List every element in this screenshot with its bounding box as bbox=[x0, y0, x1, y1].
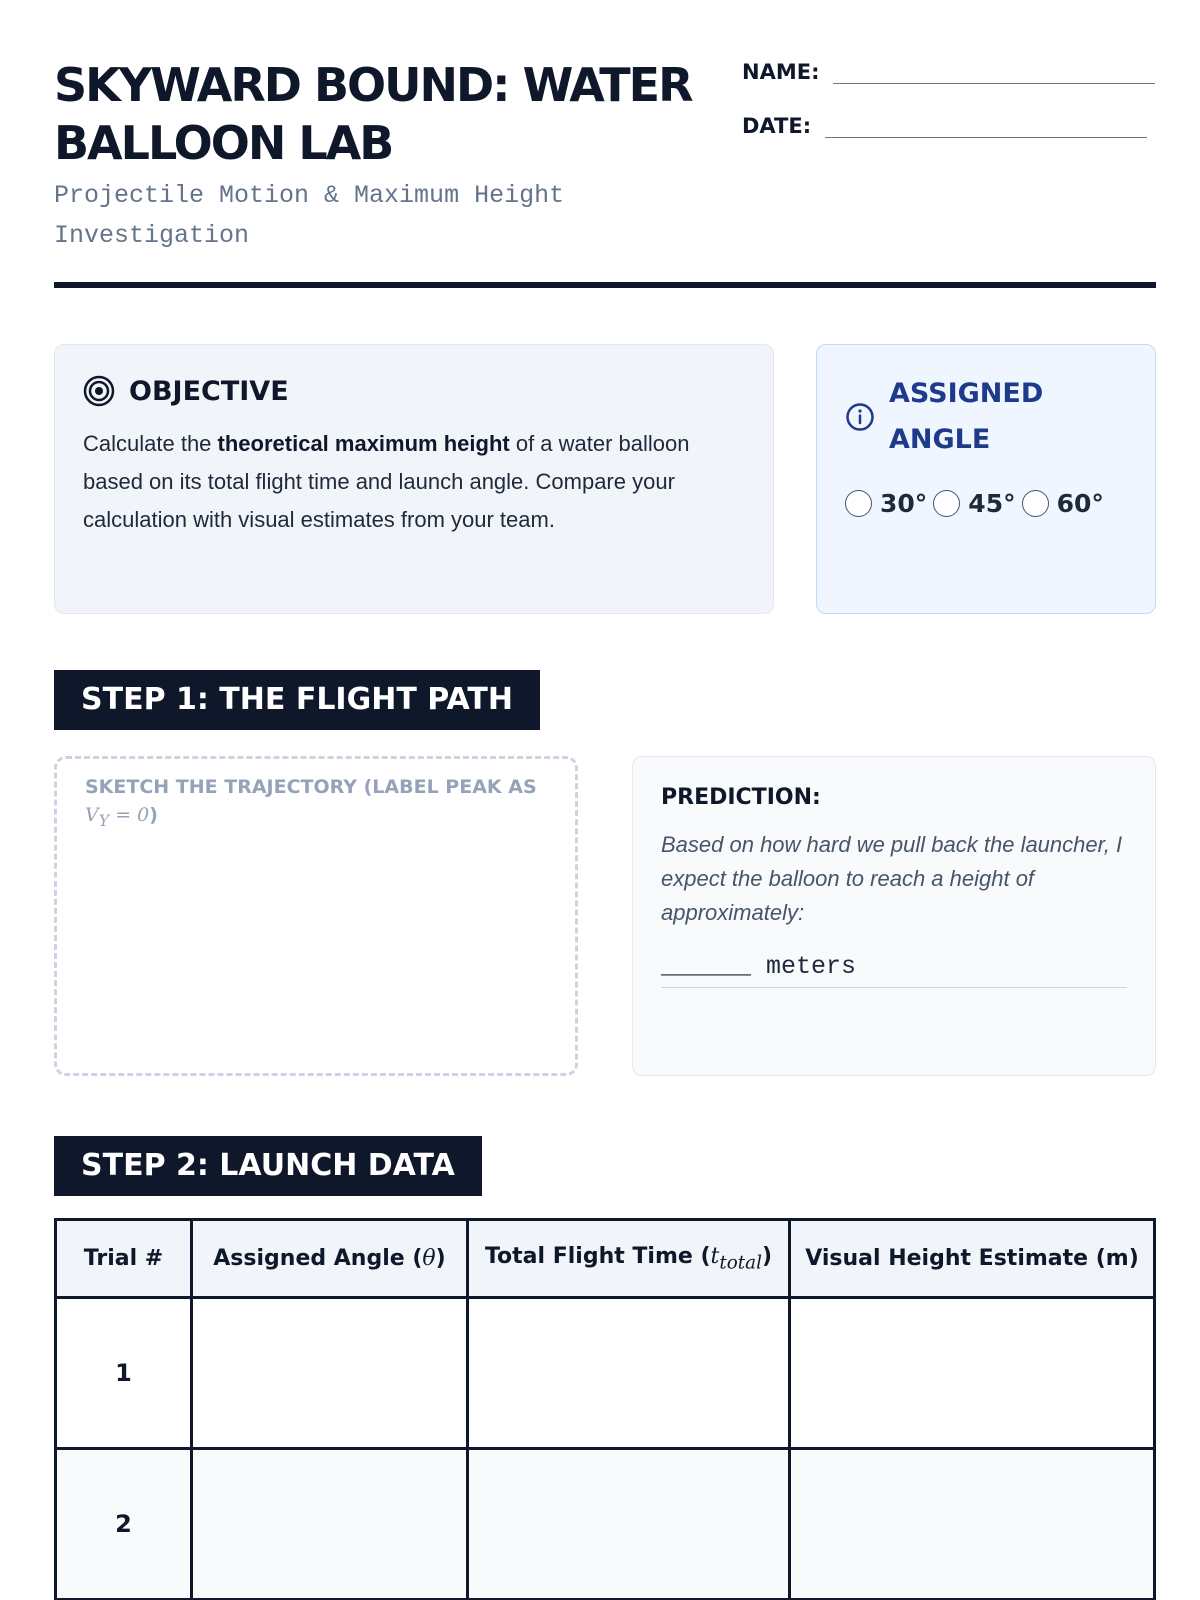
col-flight-time: Total Flight Time $(t_{total})$ bbox=[468, 1220, 790, 1298]
angle-option-30[interactable]: 30° bbox=[845, 489, 927, 518]
radio-circle[interactable] bbox=[933, 490, 960, 517]
radio-circle[interactable] bbox=[1022, 490, 1049, 517]
date-row bbox=[742, 114, 1147, 138]
col-visual-height: Visual Height Estimate (m) bbox=[790, 1220, 1155, 1298]
target-icon bbox=[83, 375, 115, 407]
page-title: SKYWARD BOUND: WATER BALLOON LAB bbox=[54, 58, 692, 170]
trial-number: 1 bbox=[56, 1298, 192, 1449]
table-row bbox=[56, 1298, 1155, 1449]
date-field[interactable] bbox=[825, 116, 1147, 138]
step2-header: STEP 2: LAUNCH DATA bbox=[54, 1136, 482, 1196]
assigned-angle-card bbox=[816, 344, 1156, 614]
radio-circle[interactable] bbox=[845, 490, 872, 517]
date-label: DATE: bbox=[742, 114, 812, 138]
visual-height-cell[interactable] bbox=[790, 1298, 1155, 1449]
page-subtitle: Projectile Motion & Maximum Height Investigation bbox=[54, 181, 565, 250]
prediction-text: Based on how hard we pull back the launcher, I expect the balloon to reach a height of approximately: bbox=[661, 832, 1123, 925]
angle-cell[interactable] bbox=[192, 1298, 468, 1449]
sketch-label: SKETCH THE TRAJECTORY (LABEL PEAK AS $V_Y = 0$) bbox=[85, 776, 537, 830]
sketch-math: $V_Y = 0$ bbox=[85, 804, 150, 830]
name-label: NAME: bbox=[742, 60, 820, 84]
name-field[interactable] bbox=[833, 62, 1155, 84]
flight-time-cell[interactable] bbox=[468, 1449, 790, 1600]
trial-number: 2 bbox=[56, 1449, 192, 1600]
col-angle: Assigned Angle (θ) bbox=[192, 1220, 468, 1298]
angle-options bbox=[845, 489, 1127, 518]
sketch-area[interactable] bbox=[54, 756, 578, 1076]
col-trial: Trial # bbox=[56, 1220, 192, 1298]
angle-option-45[interactable]: 45° bbox=[933, 489, 1015, 518]
table-header-row bbox=[56, 1220, 1155, 1298]
objective-text: Calculate the theoretical maximum height of a water balloon based on its total flight time and launch angle. Compare your calculation with visual estimates from your team. bbox=[83, 431, 690, 532]
objective-card bbox=[54, 344, 774, 614]
step1-header: STEP 1: THE FLIGHT PATH bbox=[54, 670, 540, 730]
visual-height-cell[interactable] bbox=[790, 1449, 1155, 1600]
header-divider bbox=[54, 282, 1156, 288]
objective-emphasis: theoretical maximum height bbox=[217, 431, 510, 456]
table-row bbox=[56, 1449, 1155, 1600]
prediction-card bbox=[632, 756, 1156, 1076]
assigned-angle-title: ASSIGNED ANGLE bbox=[889, 378, 1044, 455]
info-icon bbox=[845, 402, 875, 432]
angle-option-60[interactable]: 60° bbox=[1022, 489, 1104, 518]
angle-cell[interactable] bbox=[192, 1449, 468, 1600]
prediction-answer-field[interactable]: ______ meters bbox=[661, 952, 1127, 988]
objective-title: OBJECTIVE bbox=[129, 375, 289, 407]
launch-data-table bbox=[54, 1218, 1156, 1600]
flight-time-cell[interactable] bbox=[468, 1298, 790, 1449]
name-row bbox=[742, 60, 1155, 84]
prediction-title: PREDICTION: bbox=[661, 785, 821, 810]
